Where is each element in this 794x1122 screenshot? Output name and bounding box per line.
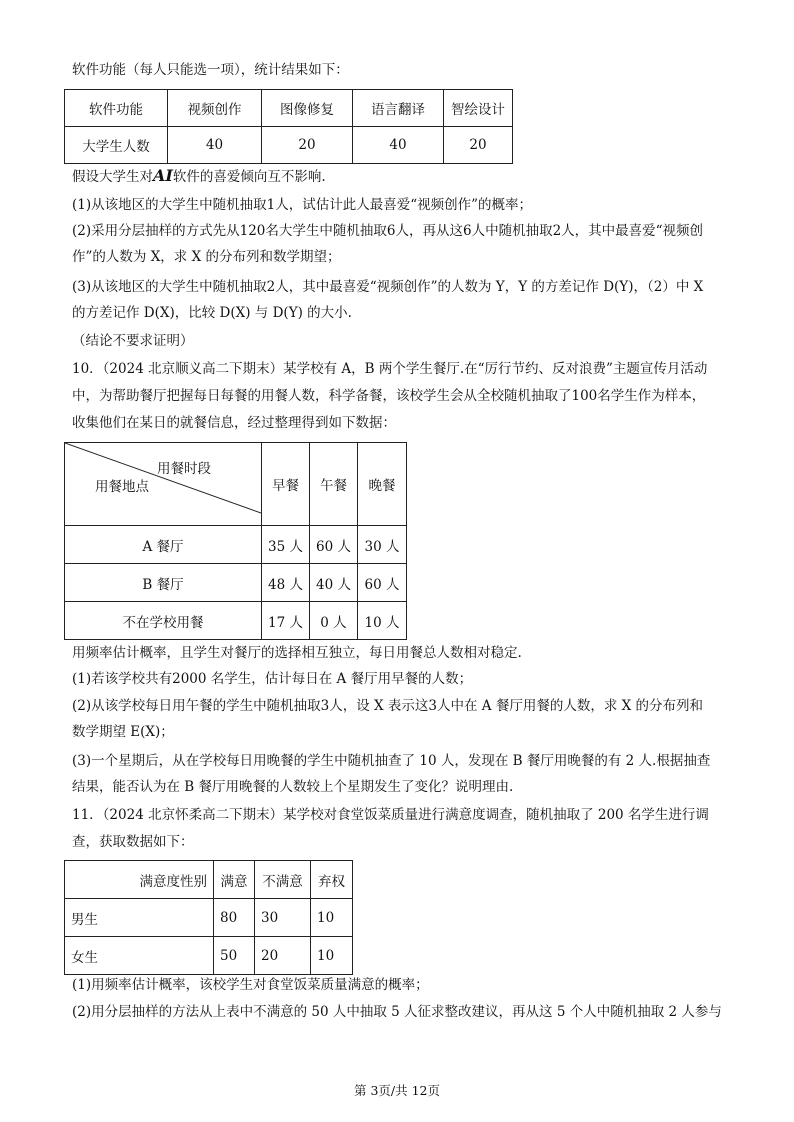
table-row [65,937,353,975]
table-cell: 图像修复 [262,90,353,127]
q9-part3-line2: 的方差记作 D(X)，比较 D(X) 与 D(Y) 的大小. [72,305,352,321]
q10-part1: (1)若该学校共有2000 名学生，估计每日在 A 餐厅用早餐的人数； [72,671,473,687]
table-cell: 40 人 [310,564,358,602]
page-footer: 第 3页/共 12页 [353,1083,441,1098]
assumption-post: 软件的喜爱倾向互不影响. [172,169,326,185]
ai-label: AI [153,166,173,185]
table-cell: 10 [311,899,353,937]
assumption-line [72,167,326,186]
assumption-pre: 假设大学生对 [72,169,153,185]
table-row [65,127,513,164]
table-cell: 满意度性别 [65,861,214,899]
q10-stem-line2: 中，为帮助餐厅把握每日每餐的用餐人数，科学备餐，该校学生会从全校随机抽取了100名学生作为样本， [72,388,706,404]
table-cell: 不在学校用餐 [65,602,262,640]
q11-part2: (2)用分层抽样的方法从上表中不满意的 50 人中抽取 5 人征求整改建议，再从这 5 个人中随机抽取 2 人参与 [72,1004,722,1020]
corner-bottom-label: 用餐地点 [95,479,149,495]
table-cell: 不满意 [255,861,311,899]
table-cell: 30 人 [358,526,407,564]
q11-stem-line2: 查，获取数据如下： [72,834,194,850]
table-cell: 满意 [214,861,255,899]
q11-stem-line1: 11．（2024 北京怀柔高二下期末）某学校对食堂饭菜质量进行满意度调查，随机抽取了 200 名学生进行调 [72,807,709,823]
table-cell: 0 人 [310,602,358,640]
table-cell: 60 人 [310,526,358,564]
q10-part2-line2: 数学期望 E(X)； [72,724,174,740]
table-cell: 早餐 [262,443,310,526]
q11-part1: (1)用频率估计概率，该校学生对食堂饭菜质量满意的概率； [72,977,429,993]
table-row [65,443,407,526]
table-row [65,526,407,564]
table-cell: A 餐厅 [65,526,262,564]
q9-part3-line1: (3)从该地区的大学生中随机抽取2人，其中最喜爱“视频创作”的人数为 Y，Y 的方差记作 D(Y)，（2）中 X [72,279,704,295]
table-cell: B 餐厅 [65,564,262,602]
table-cell: 80 [214,899,255,937]
table-cell: 视频创作 [168,90,262,127]
table-row [65,602,407,640]
q9-part1: (1)从该地区的大学生中随机抽取1人，试估计此人最喜爱“视频创作”的概率； [72,197,533,213]
table-cell: 男生 [65,899,214,937]
q9-part2-line1: (2)采用分层抽样的方式先从120名大学生中随机抽取6人，再从这6人中随机抽取2人，其中最喜爱“视频创 [72,223,704,239]
table-cell: 智绘设计 [444,90,513,127]
table-cell: 午餐 [310,443,358,526]
table-cell: 17 人 [262,602,310,640]
dining-table [64,442,407,640]
corner-top-label: 用餐时段 [157,461,211,477]
table-cell: 20 [444,127,513,164]
table-cell: 40 [168,127,262,164]
satisfaction-table [64,860,353,975]
table-cell: 语言翻译 [353,90,444,127]
table-row [65,899,353,937]
software-function-table [64,89,513,164]
q9-part2-line2: 作”的人数为 X，求 X 的分布列和数学期望； [72,249,341,265]
q10-stem-line3: 收集他们在某日的就餐信息，经过整理得到如下数据： [72,415,396,431]
table-cell: 50 [214,937,255,975]
table-row [65,861,353,899]
q9-note: （结论不要求证明） [72,333,194,349]
table-cell: 10 [311,937,353,975]
diagonal-header-cell [65,443,262,526]
q10-part3-line1: (3)一个星期后，从在学校每日用晚餐的学生中随机抽查了 10 人，发现在 B 餐厅用晚餐的有 2 人.根据抽查 [72,753,711,769]
table-row [65,564,407,602]
table-cell: 48 人 [262,564,310,602]
table-cell: 大学生人数 [65,127,168,164]
table-cell: 20 [262,127,353,164]
q10-part3-line2: 结果，能否认为在 B 餐厅用晚餐的人数较上个星期发生了变化？说明理由. [72,779,514,795]
table-cell: 30 [255,899,311,937]
table-cell: 弃权 [311,861,353,899]
table-row [65,90,513,127]
table-cell: 40 [353,127,444,164]
table-cell: 女生 [65,937,214,975]
q10-part2-line1: (2)从该学校每日用午餐的学生中随机抽取3人，设 X 表示这3人中在 A 餐厅用餐的人数，求 X 的分布列和 [72,698,704,714]
table-cell: 35 人 [262,526,310,564]
table-cell: 60 人 [358,564,407,602]
table-cell: 10 人 [358,602,407,640]
intro-line: 软件功能（每人只能选一项），统计结果如下： [72,62,349,78]
table-cell: 晚餐 [358,443,407,526]
table-cell: 20 [255,937,311,975]
q10-after-table: 用频率估计概率，且学生对餐厅的选择相互独立，每日用餐总人数相对稳定. [72,645,522,661]
table-cell: 软件功能 [65,90,168,127]
q10-stem-line1: 10．（2024 北京顺义高二下期末）某学校有 A，B 两个学生餐厅.在“厉行节约、反对浪费”主题宣传月活动 [72,361,708,377]
